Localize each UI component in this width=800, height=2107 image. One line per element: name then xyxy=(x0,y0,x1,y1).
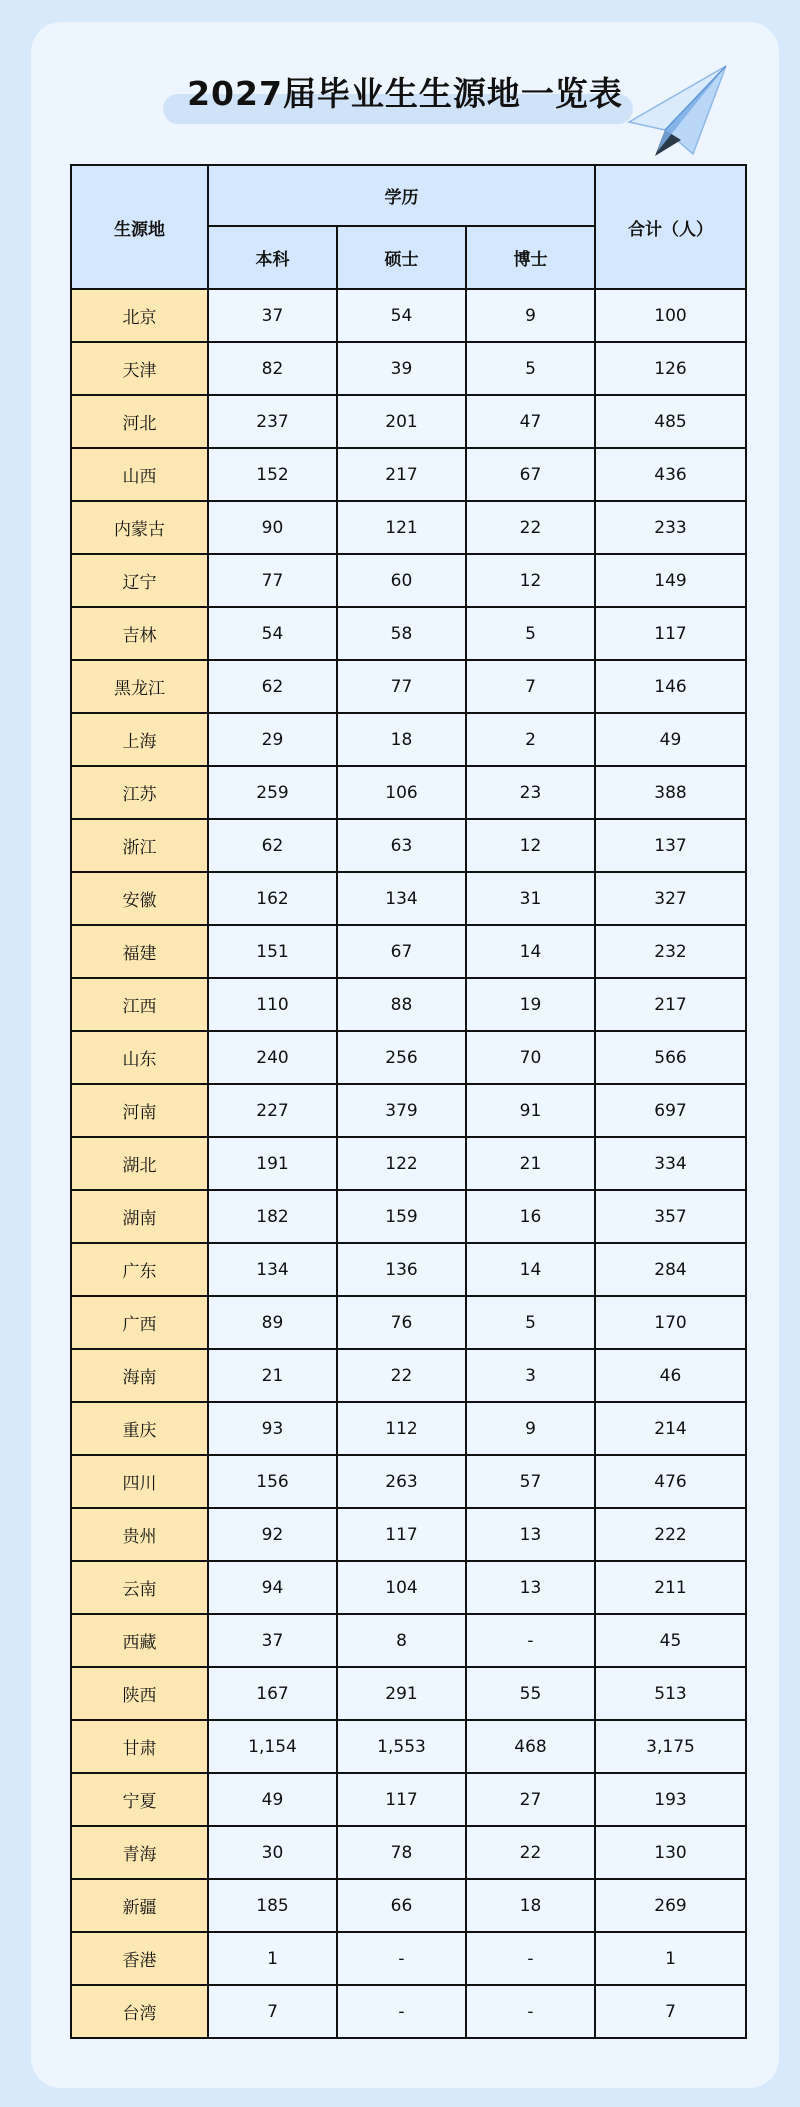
doctor-cell: 14 xyxy=(466,1243,595,1296)
doctor-cell: 23 xyxy=(466,766,595,819)
total-cell: 45 xyxy=(595,1614,746,1667)
table-row xyxy=(71,1614,746,1667)
total-cell: 388 xyxy=(595,766,746,819)
master-cell: 78 xyxy=(337,1826,466,1879)
doctor-cell: 12 xyxy=(466,819,595,872)
master-cell: 22 xyxy=(337,1349,466,1402)
bachelor-cell: 92 xyxy=(208,1508,337,1561)
master-cell: 117 xyxy=(337,1773,466,1826)
bachelor-cell: 134 xyxy=(208,1243,337,1296)
table-row xyxy=(71,978,746,1031)
enrollment-table xyxy=(70,164,747,2039)
doctor-cell: 5 xyxy=(466,607,595,660)
total-cell: 146 xyxy=(595,660,746,713)
doctor-cell: 3 xyxy=(466,1349,595,1402)
total-cell: 476 xyxy=(595,1455,746,1508)
table-row xyxy=(71,607,746,660)
doctor-cell: 2 xyxy=(466,713,595,766)
doctor-cell: 9 xyxy=(466,289,595,342)
master-cell: 54 xyxy=(337,289,466,342)
doctor-cell: 91 xyxy=(466,1084,595,1137)
doctor-cell: 13 xyxy=(466,1561,595,1614)
region-cell: 青海 xyxy=(71,1826,208,1879)
total-cell: 513 xyxy=(595,1667,746,1720)
bachelor-cell: 182 xyxy=(208,1190,337,1243)
bachelor-cell: 89 xyxy=(208,1296,337,1349)
doctor-cell: 22 xyxy=(466,1826,595,1879)
bachelor-cell: 90 xyxy=(208,501,337,554)
total-cell: 436 xyxy=(595,448,746,501)
master-cell: 122 xyxy=(337,1137,466,1190)
bachelor-cell: 1 xyxy=(208,1932,337,1985)
region-cell: 湖北 xyxy=(71,1137,208,1190)
master-cell: 217 xyxy=(337,448,466,501)
paper-plane-icon xyxy=(621,60,731,160)
table-row xyxy=(71,1667,746,1720)
bachelor-cell: 94 xyxy=(208,1561,337,1614)
total-cell: 170 xyxy=(595,1296,746,1349)
total-cell: 3,175 xyxy=(595,1720,746,1773)
region-cell: 广西 xyxy=(71,1296,208,1349)
bachelor-cell: 93 xyxy=(208,1402,337,1455)
table-row xyxy=(71,1137,746,1190)
bachelor-cell: 152 xyxy=(208,448,337,501)
total-cell: 130 xyxy=(595,1826,746,1879)
total-cell: 222 xyxy=(595,1508,746,1561)
master-cell: 104 xyxy=(337,1561,466,1614)
bachelor-cell: 259 xyxy=(208,766,337,819)
table-row xyxy=(71,1826,746,1879)
table-row xyxy=(71,395,746,448)
master-cell: 201 xyxy=(337,395,466,448)
doctor-cell: 31 xyxy=(466,872,595,925)
region-cell: 福建 xyxy=(71,925,208,978)
region-cell: 陕西 xyxy=(71,1667,208,1720)
table-row xyxy=(71,872,746,925)
table-row xyxy=(71,1402,746,1455)
master-cell: 112 xyxy=(337,1402,466,1455)
region-cell: 吉林 xyxy=(71,607,208,660)
bachelor-cell: 21 xyxy=(208,1349,337,1402)
region-cell: 新疆 xyxy=(71,1879,208,1932)
table-row xyxy=(71,1773,746,1826)
bachelor-cell: 110 xyxy=(208,978,337,1031)
total-cell: 7 xyxy=(595,1985,746,2038)
doctor-cell: 22 xyxy=(466,501,595,554)
doctor-cell: 55 xyxy=(466,1667,595,1720)
total-cell: 46 xyxy=(595,1349,746,1402)
table-row xyxy=(71,1031,746,1084)
page-title: 2027届毕业生生源地一览表 xyxy=(187,74,623,113)
total-cell: 117 xyxy=(595,607,746,660)
table-row xyxy=(71,1084,746,1137)
total-cell: 232 xyxy=(595,925,746,978)
total-cell: 697 xyxy=(595,1084,746,1137)
region-cell: 香港 xyxy=(71,1932,208,1985)
master-cell: 159 xyxy=(337,1190,466,1243)
region-cell: 湖南 xyxy=(71,1190,208,1243)
region-cell: 台湾 xyxy=(71,1985,208,2038)
master-cell: 8 xyxy=(337,1614,466,1667)
total-cell: 137 xyxy=(595,819,746,872)
master-cell: 263 xyxy=(337,1455,466,1508)
doctor-cell: 27 xyxy=(466,1773,595,1826)
table-row xyxy=(71,1455,746,1508)
table-row xyxy=(71,1508,746,1561)
region-cell: 辽宁 xyxy=(71,554,208,607)
table-row xyxy=(71,342,746,395)
total-cell: 217 xyxy=(595,978,746,1031)
bachelor-cell: 237 xyxy=(208,395,337,448)
master-cell: 256 xyxy=(337,1031,466,1084)
total-cell: 233 xyxy=(595,501,746,554)
bachelor-cell: 62 xyxy=(208,819,337,872)
master-cell: - xyxy=(337,1932,466,1985)
master-cell: 117 xyxy=(337,1508,466,1561)
region-cell: 上海 xyxy=(71,713,208,766)
bachelor-cell: 240 xyxy=(208,1031,337,1084)
region-cell: 河北 xyxy=(71,395,208,448)
table-row xyxy=(71,1190,746,1243)
master-cell: 60 xyxy=(337,554,466,607)
region-cell: 四川 xyxy=(71,1455,208,1508)
doctor-cell: - xyxy=(466,1614,595,1667)
doctor-cell: 67 xyxy=(466,448,595,501)
bachelor-cell: 77 xyxy=(208,554,337,607)
total-cell: 357 xyxy=(595,1190,746,1243)
doctor-cell: 13 xyxy=(466,1508,595,1561)
total-cell: 485 xyxy=(595,395,746,448)
doctor-cell: 5 xyxy=(466,342,595,395)
master-cell: 106 xyxy=(337,766,466,819)
region-cell: 江西 xyxy=(71,978,208,1031)
master-cell: 58 xyxy=(337,607,466,660)
bachelor-cell: 7 xyxy=(208,1985,337,2038)
master-cell: 67 xyxy=(337,925,466,978)
total-cell: 327 xyxy=(595,872,746,925)
region-cell: 天津 xyxy=(71,342,208,395)
doctor-cell: 14 xyxy=(466,925,595,978)
bachelor-cell: 162 xyxy=(208,872,337,925)
region-cell: 广东 xyxy=(71,1243,208,1296)
bachelor-cell: 82 xyxy=(208,342,337,395)
master-cell: 66 xyxy=(337,1879,466,1932)
bachelor-cell: 156 xyxy=(208,1455,337,1508)
bachelor-cell: 62 xyxy=(208,660,337,713)
bachelor-cell: 167 xyxy=(208,1667,337,1720)
region-cell: 山西 xyxy=(71,448,208,501)
total-cell: 100 xyxy=(595,289,746,342)
master-cell: 39 xyxy=(337,342,466,395)
doctor-cell: 5 xyxy=(466,1296,595,1349)
region-cell: 重庆 xyxy=(71,1402,208,1455)
bachelor-cell: 227 xyxy=(208,1084,337,1137)
table-row xyxy=(71,1349,746,1402)
total-cell: 49 xyxy=(595,713,746,766)
master-cell: 121 xyxy=(337,501,466,554)
region-cell: 河南 xyxy=(71,1084,208,1137)
doctor-cell: 47 xyxy=(466,395,595,448)
total-cell: 1 xyxy=(595,1932,746,1985)
header-bachelor: 本科 xyxy=(208,226,337,289)
title-area xyxy=(31,22,779,162)
region-cell: 安徽 xyxy=(71,872,208,925)
master-cell: 1,553 xyxy=(337,1720,466,1773)
bachelor-cell: 37 xyxy=(208,1614,337,1667)
doctor-cell: 7 xyxy=(466,660,595,713)
table-row xyxy=(71,925,746,978)
total-cell: 566 xyxy=(595,1031,746,1084)
bachelor-cell: 185 xyxy=(208,1879,337,1932)
total-cell: 284 xyxy=(595,1243,746,1296)
doctor-cell: 9 xyxy=(466,1402,595,1455)
total-cell: 334 xyxy=(595,1137,746,1190)
doctor-cell: 16 xyxy=(466,1190,595,1243)
total-cell: 149 xyxy=(595,554,746,607)
master-cell: - xyxy=(337,1985,466,2038)
doctor-cell: 21 xyxy=(466,1137,595,1190)
total-cell: 211 xyxy=(595,1561,746,1614)
doctor-cell: - xyxy=(466,1985,595,2038)
master-cell: 76 xyxy=(337,1296,466,1349)
table-row xyxy=(71,1296,746,1349)
region-cell: 甘肃 xyxy=(71,1720,208,1773)
table-row xyxy=(71,448,746,501)
table-body xyxy=(71,289,746,2038)
total-cell: 126 xyxy=(595,342,746,395)
table-row xyxy=(71,713,746,766)
master-cell: 379 xyxy=(337,1084,466,1137)
doctor-cell: 70 xyxy=(466,1031,595,1084)
table-row xyxy=(71,1561,746,1614)
total-cell: 193 xyxy=(595,1773,746,1826)
master-cell: 134 xyxy=(337,872,466,925)
header-doctor: 博士 xyxy=(466,226,595,289)
bachelor-cell: 30 xyxy=(208,1826,337,1879)
region-cell: 云南 xyxy=(71,1561,208,1614)
region-cell: 浙江 xyxy=(71,819,208,872)
region-cell: 山东 xyxy=(71,1031,208,1084)
table-row xyxy=(71,1985,746,2038)
table-row xyxy=(71,1720,746,1773)
doctor-cell: 468 xyxy=(466,1720,595,1773)
region-cell: 内蒙古 xyxy=(71,501,208,554)
bachelor-cell: 54 xyxy=(208,607,337,660)
table-row xyxy=(71,289,746,342)
table-row xyxy=(71,1879,746,1932)
table-row xyxy=(71,1932,746,1985)
bachelor-cell: 191 xyxy=(208,1137,337,1190)
bachelor-cell: 37 xyxy=(208,289,337,342)
region-cell: 黑龙江 xyxy=(71,660,208,713)
doctor-cell: 12 xyxy=(466,554,595,607)
table-row xyxy=(71,554,746,607)
master-cell: 136 xyxy=(337,1243,466,1296)
document-card xyxy=(31,22,779,2088)
doctor-cell: 57 xyxy=(466,1455,595,1508)
region-cell: 江苏 xyxy=(71,766,208,819)
bachelor-cell: 49 xyxy=(208,1773,337,1826)
region-cell: 贵州 xyxy=(71,1508,208,1561)
region-cell: 海南 xyxy=(71,1349,208,1402)
doctor-cell: 19 xyxy=(466,978,595,1031)
header-education: 学历 xyxy=(208,165,595,226)
table-row xyxy=(71,660,746,713)
table-row xyxy=(71,501,746,554)
master-cell: 18 xyxy=(337,713,466,766)
bachelor-cell: 1,154 xyxy=(208,1720,337,1773)
master-cell: 291 xyxy=(337,1667,466,1720)
region-cell: 宁夏 xyxy=(71,1773,208,1826)
header-master: 硕士 xyxy=(337,226,466,289)
master-cell: 63 xyxy=(337,819,466,872)
master-cell: 88 xyxy=(337,978,466,1031)
region-cell: 西藏 xyxy=(71,1614,208,1667)
header-total: 合计（人） xyxy=(595,165,746,289)
table-row xyxy=(71,766,746,819)
doctor-cell: 18 xyxy=(466,1879,595,1932)
total-cell: 269 xyxy=(595,1879,746,1932)
region-cell: 北京 xyxy=(71,289,208,342)
table-row xyxy=(71,819,746,872)
total-cell: 214 xyxy=(595,1402,746,1455)
master-cell: 77 xyxy=(337,660,466,713)
header-region: 生源地 xyxy=(71,165,208,289)
doctor-cell: - xyxy=(466,1932,595,1985)
bachelor-cell: 29 xyxy=(208,713,337,766)
bachelor-cell: 151 xyxy=(208,925,337,978)
table-row xyxy=(71,1243,746,1296)
